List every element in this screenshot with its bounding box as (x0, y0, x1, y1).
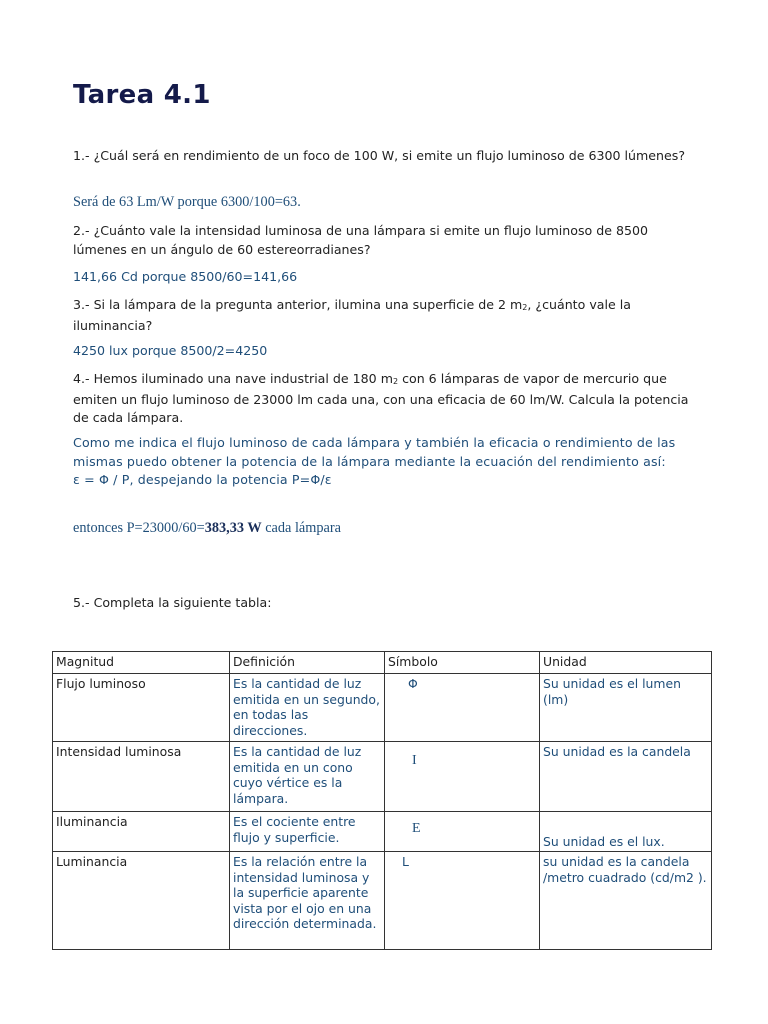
cell-unidad: Su unidad es la candela (540, 742, 712, 812)
cell-unidad: Su unidad es el lux. (540, 812, 712, 852)
cell-magnitud: Intensidad luminosa (53, 742, 230, 812)
page-title: Tarea 4.1 (73, 80, 211, 110)
answer-4-explanation: Como me indica el flujo luminoso de cada lámpara y también la eficacia o rendimiento de las mismas puedo obtener la potencia de la lámpara mediante la ecuación del rendimiento así: (73, 435, 676, 469)
cell-unidad: su unidad es la candela /metro cuadrado (cd/m2 ). (540, 852, 712, 950)
answer-4-formula: ε = Φ / P, despejando la potencia P=Φ/ε (73, 472, 332, 487)
question-3-block (73, 296, 703, 335)
table-header-row (53, 652, 712, 674)
answer-3-block (73, 342, 703, 361)
cell-simbolo (385, 852, 540, 950)
question-4-subscript: 2 (392, 377, 399, 386)
answer-4-result (73, 519, 703, 538)
question-1: 1.- ¿Cuál será en rendimiento de un foco de 100 W, si emite un flujo luminoso de 6300 lúmenes? (73, 148, 686, 163)
symbol-luminancia: L (402, 854, 409, 869)
question-1-block (73, 147, 703, 166)
table-row (53, 852, 712, 950)
header-simbolo: Símbolo (385, 652, 540, 674)
cell-definicion: Es la cantidad de luz emitida en un cono cuyo vértice es la lámpara. (230, 742, 385, 812)
answer-3: 4250 lux porque 8500/2=4250 (73, 343, 268, 358)
question-2-block (73, 222, 703, 259)
question-3-part-a: 3.- Si la lámpara de la pregunta anterior, ilumina una superficie de 2 m (73, 297, 523, 312)
question-3-part-b: , ¿cuánto vale la iluminancia? (73, 297, 631, 333)
symbol-intensidad: I (412, 753, 417, 768)
question-3 (73, 296, 703, 335)
answer-2-block (73, 268, 703, 287)
answer-4-result-part-a: entonces P=23000/60= (73, 520, 205, 536)
cell-magnitud: Iluminancia (53, 812, 230, 852)
question-4-part-b: con 6 lámparas de vapor de mercurio que emiten un flujo luminoso de 23000 lm cada una, con una eficacia de 60 lm/W. Calcula la potencia de cada lámpara. (73, 371, 689, 425)
magnitudes-table (52, 651, 712, 950)
question-3-subscript: 2 (522, 303, 528, 312)
header-definicion: Definición (230, 652, 385, 674)
cell-definicion: Es el cociente entre flujo y superficie. (230, 812, 385, 852)
header-magnitud: Magnitud (53, 652, 230, 674)
symbol-flujo: Φ (408, 676, 418, 691)
question-4-part-a: 4.- Hemos iluminado una nave industrial de 180 m (73, 371, 393, 386)
question-4-block (73, 370, 703, 428)
table-row (53, 812, 712, 852)
answer-2: 141,66 Cd porque 8500/60=141,66 (73, 269, 298, 284)
cell-simbolo (385, 812, 540, 852)
table-row (53, 674, 712, 742)
cell-unidad: Su unidad es el lumen (lm) (540, 674, 712, 742)
answer-1: Será de 63 Lm/W porque 6300/100=63. (73, 194, 301, 210)
table-row (53, 742, 712, 812)
answer-4-block (73, 434, 703, 490)
cell-magnitud: Flujo luminoso (53, 674, 230, 742)
question-5-block (73, 594, 703, 613)
question-5: 5.- Completa la siguiente tabla: (73, 595, 272, 610)
answer-1-block (73, 193, 703, 212)
cell-simbolo (385, 674, 540, 742)
cell-definicion: Es la relación entre la intensidad luminosa y la superficie aparente vista por el ojo en una dirección determinada. (230, 852, 385, 950)
answer-4-result-block (73, 519, 703, 538)
header-unidad: Unidad (540, 652, 712, 674)
answer-4-result-part-b: cada lámpara (261, 520, 341, 536)
answer-4-result-value: 383,33 W (204, 520, 262, 536)
symbol-iluminancia: E (412, 821, 421, 836)
cell-definicion: Es la cantidad de luz emitida en un segundo, en todas las direcciones. (230, 674, 385, 742)
cell-simbolo (385, 742, 540, 812)
question-4 (73, 370, 703, 428)
cell-magnitud: Luminancia (53, 852, 230, 950)
question-2: 2.- ¿Cuánto vale la intensidad luminosa de una lámpara si emite un flujo luminoso de 8500 lúmenes en un ángulo de 60 estereorradianes? (73, 223, 649, 257)
